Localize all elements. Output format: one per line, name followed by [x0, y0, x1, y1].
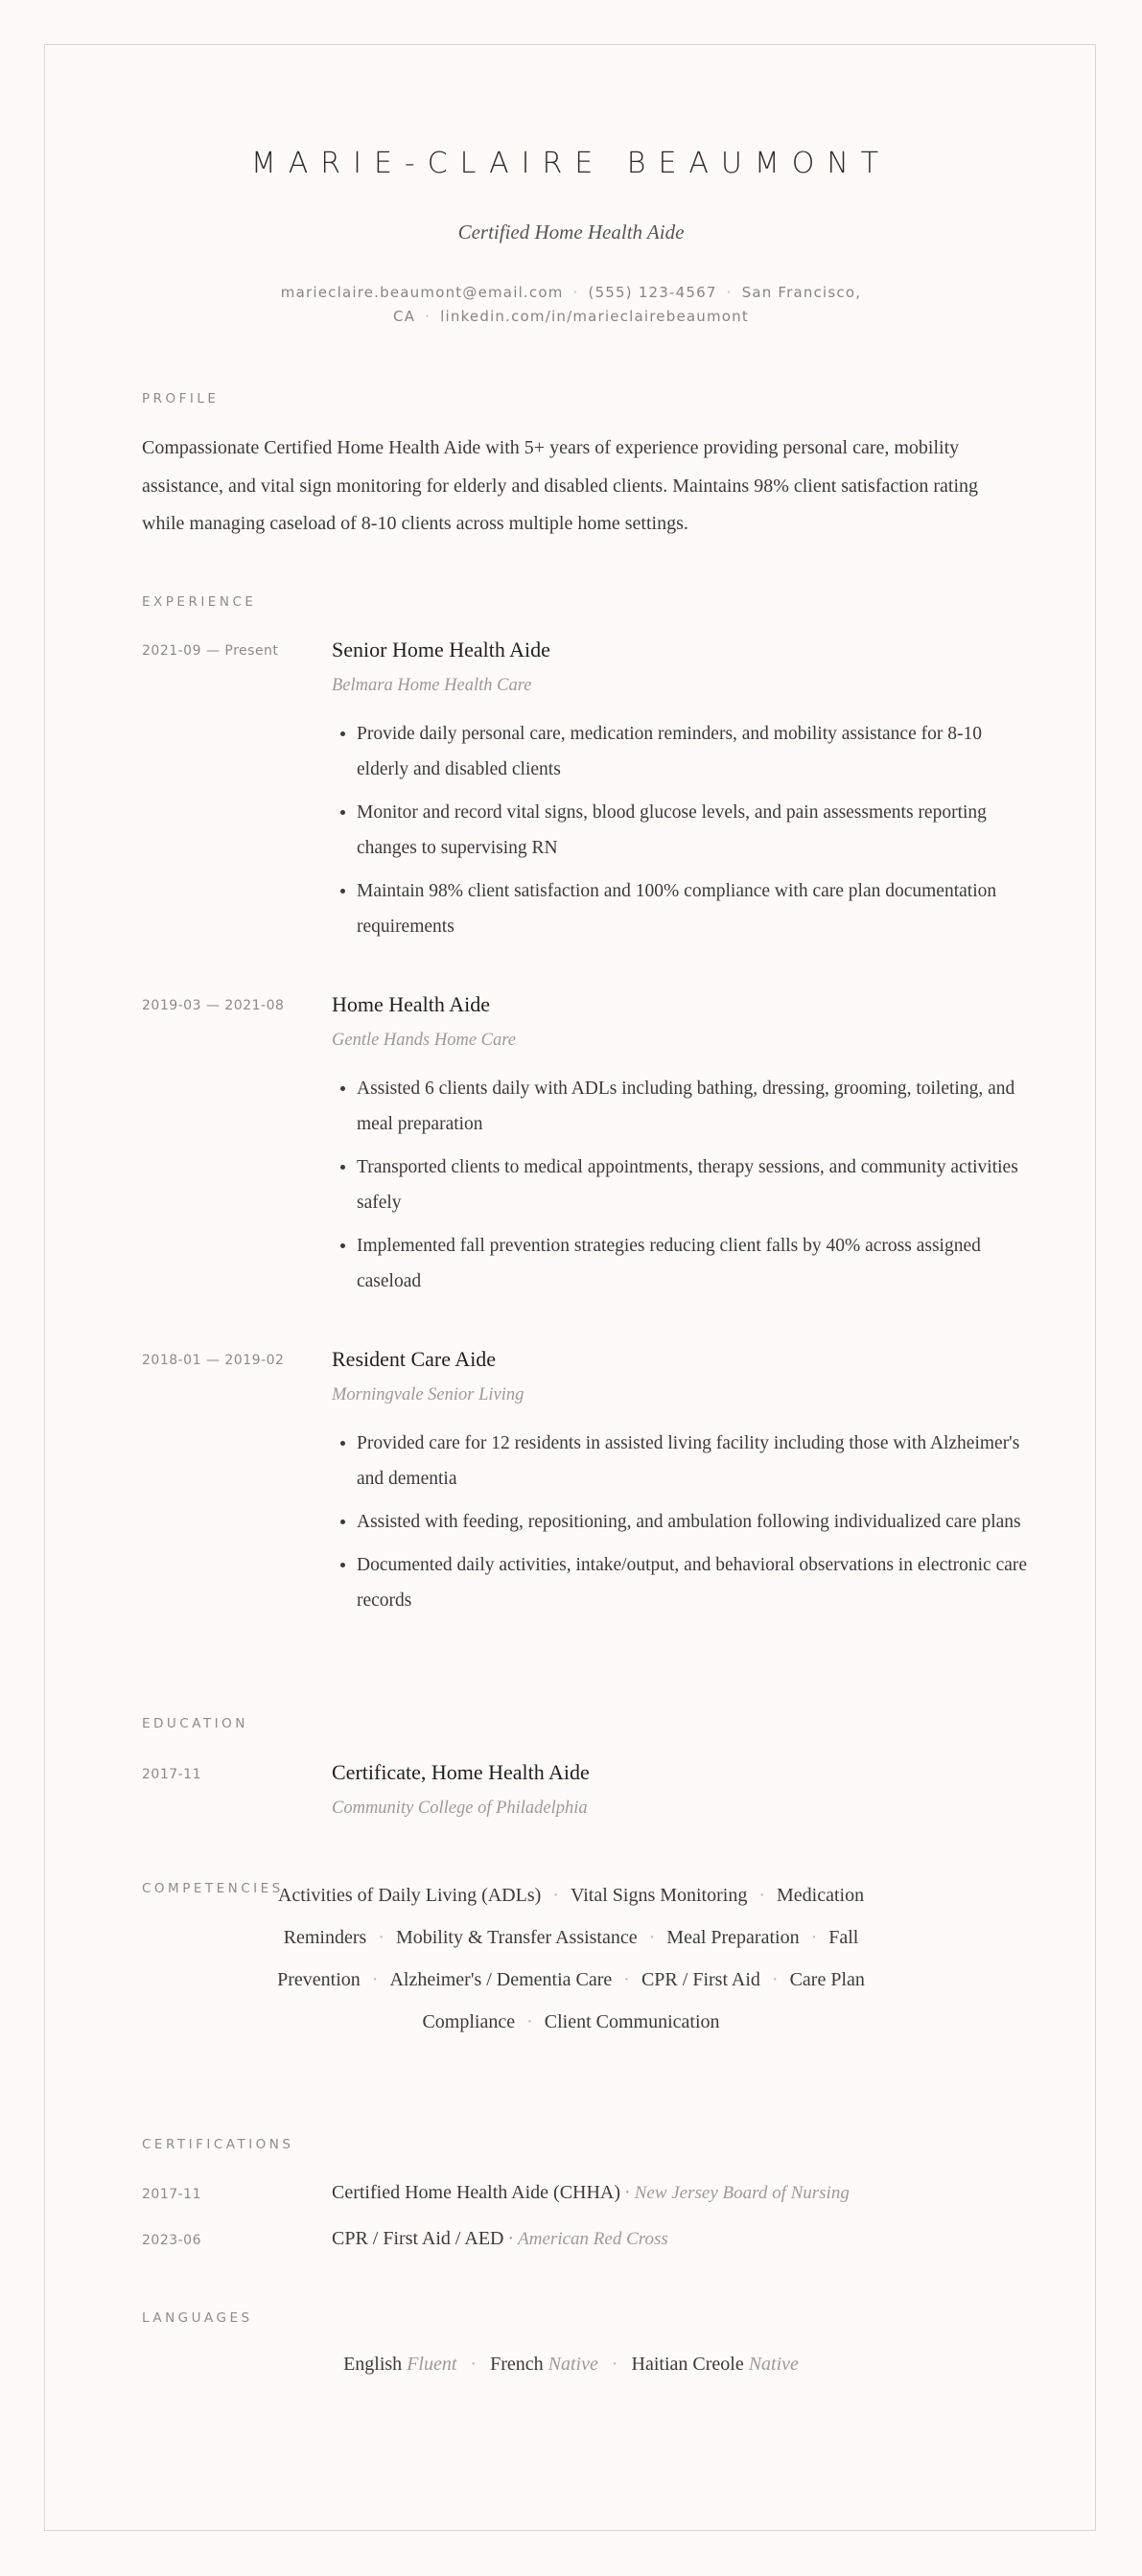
competency-separator: · — [771, 1969, 779, 1990]
experience-bullets — [332, 1426, 1028, 1626]
competency-separator: · — [552, 1885, 559, 1906]
experience-bullet: • Maintain 98% client satisfaction and 100% compliance with care plan documentation requirements — [357, 873, 1028, 944]
certification-issuer: New Jersey Board of Nursing — [634, 2183, 850, 2203]
competencies-list — [228, 1874, 914, 2043]
competency-item: Meal Preparation — [666, 1927, 800, 1948]
language-level: Native — [748, 2354, 799, 2375]
contact-separator: · — [425, 308, 431, 325]
competency-separator: · — [758, 1885, 766, 1906]
contact-separator: · — [726, 284, 733, 301]
certification-date: 2023-06 — [142, 2233, 201, 2248]
experience-bullet: • Assisted with feeding, repositioning, and ambulation following individualized care plans — [357, 1504, 1028, 1540]
competency-item: Fall Prevention — [277, 1927, 859, 1990]
job-title: Resident Care Aide — [332, 1347, 497, 1371]
experience-dates: 2018-01 — 2019-02 — [142, 1353, 285, 1368]
certification-item — [332, 2182, 850, 2204]
section-label-experience: EXPERIENCE — [142, 594, 257, 610]
certification-item — [332, 2228, 668, 2250]
experience-bullet: • Assisted 6 clients daily with ADLs including bathing, dressing, grooming, toileting, and meal preparation — [357, 1071, 1028, 1142]
competency-separator: · — [371, 1969, 379, 1990]
language-name: English — [343, 2354, 403, 2375]
experience-bullets — [332, 1071, 1028, 1307]
experience-bullet: • Transported clients to medical appointments, therapy sessions, and community activities safely — [357, 1149, 1028, 1220]
section-label-profile: PROFILE — [142, 391, 220, 406]
company-name: Gentle Hands Home Care — [332, 1031, 516, 1050]
section-label-education: EDUCATION — [142, 1716, 248, 1731]
education-degree: Certificate, Home Health Aide — [332, 1760, 590, 1784]
experience-bullet: • Documented daily activities, intake/output, and behavioral observations in electronic care records — [357, 1547, 1028, 1618]
competency-item: Care Plan Compliance — [422, 1969, 865, 2032]
competency-separator: · — [648, 1927, 656, 1948]
competency-separator: · — [378, 1927, 385, 1948]
experience-dates: 2021-09 — Present — [142, 643, 279, 659]
section-label-competencies: COMPETENCIES — [142, 1881, 284, 1896]
certification-separator: · — [507, 2228, 515, 2249]
competency-separator: · — [623, 1969, 630, 1990]
competency-separator: · — [526, 2011, 533, 2032]
competency-item: CPR / First Aid — [641, 1969, 760, 1990]
competency-item: Alzheimer's / Dementia Care — [389, 1969, 613, 1990]
certification-issuer: American Red Cross — [518, 2229, 668, 2249]
certification-date: 2017-11 — [142, 2187, 201, 2202]
competency-item: Medication Reminders — [283, 1885, 865, 1948]
competency-separator: · — [810, 1927, 818, 1948]
experience-bullet: • Provided care for 12 residents in assisted living facility including those with Alzheimer's and dementia — [357, 1426, 1028, 1497]
experience-bullet: • Implemented fall prevention strategies reducing client falls by 40% across assigned caseload — [357, 1228, 1028, 1299]
section-label-languages: LANGUAGES — [142, 2310, 253, 2326]
language-separator: · — [470, 2354, 478, 2375]
language-level: Fluent — [407, 2354, 457, 2375]
email-link[interactable]: marieclaire.beaumont@email.com — [280, 284, 564, 301]
competency-item: Activities of Daily Living (ADLs) — [277, 1885, 542, 1906]
competency-item: Vital Signs Monitoring — [570, 1885, 748, 1906]
experience-dates: 2019-03 — 2021-08 — [142, 998, 285, 1013]
competency-item: Client Communication — [544, 2011, 720, 2032]
education-school: Community College of Philadelphia — [332, 1799, 588, 1818]
language-name: French — [490, 2354, 544, 2375]
language-level: Native — [548, 2354, 598, 2375]
language-separator: · — [611, 2354, 618, 2375]
experience-bullets — [332, 716, 1028, 952]
profile-summary: Compassionate Certified Home Health Aide with 5+ years of experience providing personal care, mobility assistance, and vital sign monitoring for elderly and disabled clients. Maintains 98% client satisfaction rating while managing caseload of 8-10 clients across multiple home settings. — [142, 437, 979, 534]
company-name: Belmara Home Health Care — [332, 676, 532, 695]
certification-name: Certified Home Health Aide (CHHA) — [332, 2182, 621, 2203]
phone-number: (555) 123-4567 — [588, 284, 717, 301]
candidate-title: Certified Home Health Aide — [457, 220, 685, 244]
contact-info — [276, 281, 866, 329]
education-date: 2017-11 — [142, 1767, 201, 1782]
candidate-name: MARIE-CLAIRE BEAUMONT — [250, 147, 892, 180]
location-city: San Francisco, — [741, 284, 862, 301]
experience-bullet: • Monitor and record vital signs, blood glucose levels, and pain assessments reporting changes to supervising RN — [357, 795, 1028, 866]
certification-separator: · — [624, 2182, 631, 2203]
job-title: Senior Home Health Aide — [332, 638, 550, 661]
linkedin-link[interactable]: linkedin.com/in/marieclairebeaumont — [440, 308, 749, 325]
language-name: Haitian Creole — [631, 2354, 744, 2375]
location-state: CA — [393, 308, 416, 325]
contact-separator: · — [572, 284, 579, 301]
competency-item: Mobility & Transfer Assistance — [395, 1927, 638, 1948]
company-name: Morningvale Senior Living — [332, 1385, 524, 1404]
experience-bullet: • Provide daily personal care, medication reminders, and mobility assistance for 8-10 elderly and disabled clients — [357, 716, 1028, 787]
languages-list — [142, 2354, 1000, 2376]
job-title: Home Health Aide — [332, 992, 490, 1016]
certification-name: CPR / First Aid / AED — [332, 2228, 504, 2249]
section-label-certifications: CERTIFICATIONS — [142, 2137, 294, 2152]
